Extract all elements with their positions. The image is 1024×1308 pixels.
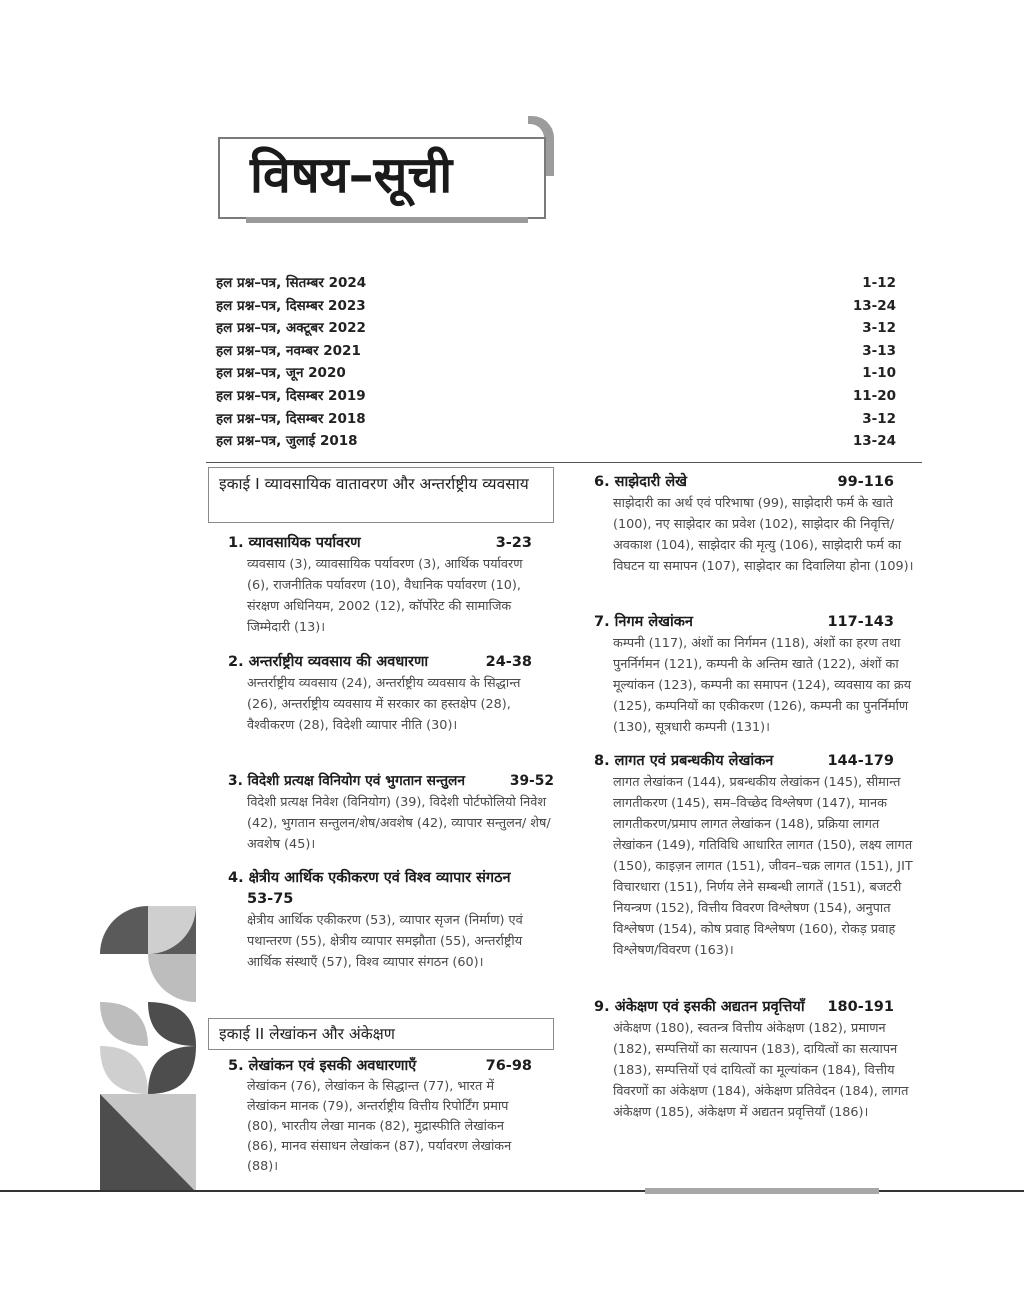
chapter-9 bbox=[594, 997, 916, 1123]
chapter-topics: क्षेत्रीय आर्थिक एकीकरण (53), व्यापार सृजन (निर्माण) एवं पथान्तरण (55), क्षेत्रीय व्यापार समझौता (55), अन्तर्राष्ट्रीय आर्थिक संस्थाएँ (57), विश्व व्यापार संगठन (60)। bbox=[247, 913, 523, 970]
chapter-pages: 99-116 bbox=[837, 474, 894, 490]
chapter-pages: 39-52 bbox=[509, 773, 554, 789]
list-item bbox=[216, 408, 898, 431]
paper-pages: 3-13 bbox=[862, 342, 896, 359]
chapter-title: 8. लागत एवं प्रबन्धकीय लेखांकन bbox=[594, 753, 774, 769]
decorative-geometric-pattern bbox=[100, 906, 196, 1192]
list-item bbox=[216, 272, 898, 295]
chapter-4 bbox=[228, 868, 554, 973]
chapter-8 bbox=[594, 751, 916, 961]
unit-title: इकाई I व्यावसायिक वातावरण और अन्तर्राष्ट्रीय व्यवसाय bbox=[219, 475, 529, 493]
chapter-topics: लागत लेखांकन (144), प्रबन्धकीय लेखांकन (145), सीमान्त लागतीकरण (145), सम–विच्छेद विश्लेषण (147), मानक लागतीकरण/प्रमाप लागत लेखांकन (148), प्रक्रिया लागत लेखांकन (149), गतिविधि आधारित लागत (150), लक्ष्य लागत (150), काइज़न लागत (151), जीवन–चक्र लागत (151), JIT विचारधारा (151), निर्णय लेने सम्बन्धी लागतें (151), बजटरी नियन्त्रण (152), वित्तीय विवरण विश्लेषण (154), अनुपात विश्लेषण (154), कोष प्रवाह विश्लेषण (160), रोकड़ प्रवाह विश्लेषण/विवरण (163)। bbox=[613, 775, 913, 958]
chapter-title: 6. साझेदारी लेखे bbox=[594, 474, 688, 490]
chapter-1 bbox=[228, 533, 532, 638]
chapter-pages: 144-179 bbox=[827, 753, 894, 769]
chapter-6 bbox=[594, 472, 916, 577]
chapter-pages: 180-191 bbox=[827, 999, 894, 1015]
solved-papers-list bbox=[216, 272, 898, 453]
paper-label: हल प्रश्न–पत्र, दिसम्बर 2019 bbox=[216, 387, 366, 404]
chapter-topics: कम्पनी (117), अंशों का निर्गमन (118), अंशों का हरण तथा पुनर्निर्गमन (121), कम्पनी के अन्तिम खाते (122), अंशों का मूल्यांकन (123), कम्पनी का समापन (124), व्यवसाय का क्रय (125), कम्पनियों का एकीकरण (126), कम्पनी का पुनर्निर्माण (130), सूत्रधारी कम्पनी (131)। bbox=[613, 636, 912, 735]
paper-label: हल प्रश्न–पत्र, अक्टूबर 2022 bbox=[216, 320, 366, 337]
paper-pages: 1-12 bbox=[862, 275, 896, 291]
chapter-topics: अन्तर्राष्ट्रीय व्यवसाय (24), अन्तर्राष्ट्रीय व्यवसाय के सिद्धान्त (26), अन्तर्राष्ट्रीय व्यवसाय में सरकार का हस्तक्षेप (28), वैश्वीकरण (28), विदेशी व्यापार नीति (30)। bbox=[247, 676, 521, 733]
paper-label: हल प्रश्न–पत्र, दिसम्बर 2018 bbox=[216, 410, 366, 427]
chapter-title: 1. व्यावसायिक पर्यावरण bbox=[228, 535, 361, 551]
list-item bbox=[216, 362, 898, 385]
chapter-pages: 53-75 bbox=[247, 891, 294, 907]
unit-heading-1 bbox=[208, 467, 554, 523]
list-item bbox=[216, 295, 898, 318]
chapter-pages: 3-23 bbox=[495, 535, 532, 551]
paper-label: हल प्रश्न–पत्र, नवम्बर 2021 bbox=[216, 342, 361, 359]
chapter-topics: लेखांकन (76), लेखांकन के सिद्धान्त (77), भारत में लेखांकन मानक (79), अन्तर्राष्ट्रीय वित्तीय रिपोर्टिंग प्रमाप (80), भारतीय लेखा मानक (82), मुद्रास्फीति लेखांकन (86), मानव संसाधन लेखांकन (87), पर्यावरण लेखांकन (88)। bbox=[247, 1079, 512, 1174]
divider bbox=[206, 462, 922, 463]
chapter-topics: साझेदारी का अर्थ एवं परिभाषा (99), साझेदारी फर्म के खाते (100), नए साझेदार का प्रवेश (102), साझेदार की निवृत्ति/अवकाश (104), साझेदार की मृत्यु (106), साझेदारी फर्म का विघटन या समापन (107), साझेदार का दिवालिया होना (109)। bbox=[613, 496, 914, 574]
bottom-accent-bar bbox=[645, 1188, 879, 1194]
chapter-pages: 117-143 bbox=[827, 614, 894, 630]
paper-pages: 13-24 bbox=[852, 433, 896, 450]
chapter-pages: 24-38 bbox=[485, 654, 532, 670]
chapter-2 bbox=[228, 652, 532, 736]
chapter-title: 7. निगम लेखांकन bbox=[594, 614, 693, 630]
page-title: विषय–सूची bbox=[250, 146, 453, 204]
paper-label: हल प्रश्न–पत्र, सितम्बर 2024 bbox=[216, 275, 367, 291]
chapter-title: 2. अन्तर्राष्ट्रीय व्यवसाय की अवधारणा bbox=[228, 654, 429, 670]
paper-pages: 13-24 bbox=[852, 297, 896, 314]
chapter-topics: विदेशी प्रत्यक्ष निवेश (विनियोग) (39), विदेशी पोर्टफोलियो निवेश (42), भुगतान सन्तुलन/शेष/अवशेष (42), व्यापार सन्तुलन/ शेष/अवशेष (45)। bbox=[247, 795, 551, 852]
list-item bbox=[216, 385, 898, 408]
chapter-pages: 76-98 bbox=[485, 1058, 532, 1074]
list-item bbox=[216, 317, 898, 340]
chapter-topics: अंकेक्षण (180), स्वतन्त्र वित्तीय अंकेक्षण (182), प्रमाणन (182), सम्पत्तियों का सत्यापन (183), दायित्वों का सत्यापन (183), सम्पत्तियों एवं दायित्वों का मूल्यांकन (184), वित्तीय विवरणों का अंकेक्षण (184), अंकेक्षण प्रतिवेदन (184), लागत अंकेक्षण (185), अंकेक्षण में अद्यतन प्रवृत्तियाँ (186)। bbox=[613, 1021, 909, 1120]
chapter-5 bbox=[228, 1056, 532, 1177]
chapter-title: 5. लेखांकन एवं इसकी अवधारणाएँ bbox=[228, 1058, 417, 1074]
title-underline-bar bbox=[246, 217, 528, 223]
list-item bbox=[216, 430, 898, 453]
unit-heading-2 bbox=[208, 1018, 554, 1050]
paper-label: हल प्रश्न–पत्र, जुलाई 2018 bbox=[216, 433, 358, 450]
chapter-title: 4. क्षेत्रीय आर्थिक एकीकरण एवं विश्व व्यापार संगठन bbox=[228, 870, 511, 886]
paper-pages: 1-10 bbox=[862, 365, 896, 382]
paper-pages: 3-12 bbox=[862, 320, 896, 337]
chapter-3 bbox=[228, 771, 554, 855]
chapter-topics: व्यवसाय (3), व्यावसायिक पर्यावरण (3), आर्थिक पर्यावरण (6), राजनीतिक पर्यावरण (10), वैधानिक पर्यावरण (10), संरक्षण अधिनियम, 2002 (12), कॉर्पोरेट की सामाजिक जिम्मेदारी (13)। bbox=[247, 557, 523, 635]
list-item bbox=[216, 340, 898, 363]
chapter-title: 9. अंकेक्षण एवं इसकी अद्यतन प्रवृत्तियाँ bbox=[594, 999, 805, 1015]
paper-pages: 3-12 bbox=[862, 410, 896, 427]
paper-label: हल प्रश्न–पत्र, दिसम्बर 2023 bbox=[216, 297, 366, 314]
unit-title: इकाई II लेखांकन और अंकेक्षण bbox=[219, 1025, 395, 1043]
chapter-title: 3. विदेशी प्रत्यक्ष विनियोग एवं भुगतान सन्तुलन bbox=[228, 773, 466, 789]
paper-pages: 11-20 bbox=[852, 387, 896, 404]
paper-label: हल प्रश्न–पत्र, जून 2020 bbox=[216, 365, 346, 382]
chapter-7 bbox=[594, 612, 916, 738]
